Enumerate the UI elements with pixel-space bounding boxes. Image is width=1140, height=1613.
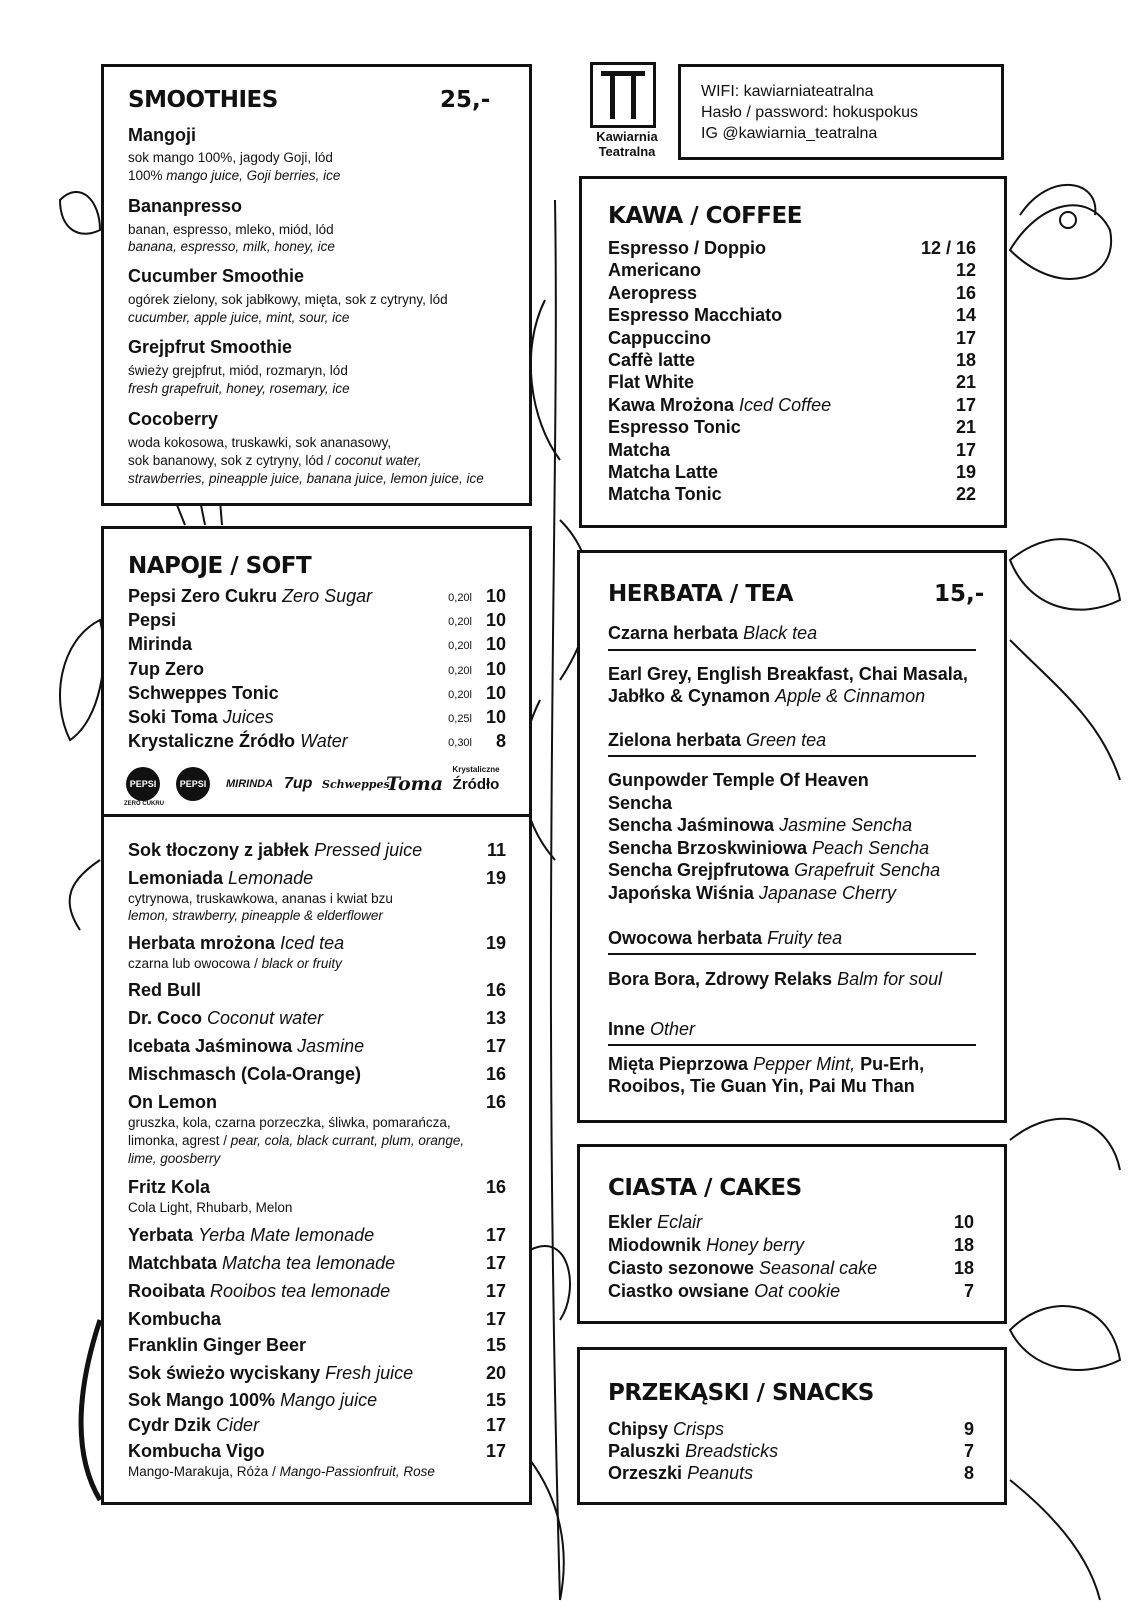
item-price: 16 xyxy=(485,1177,506,1197)
zrodlo-logo-line1: Krystaliczne xyxy=(452,765,500,774)
item-desc-en: cucumber, apple juice, mint, sour, ice xyxy=(128,310,350,325)
mirinda-logo: MIRINDA xyxy=(226,778,274,790)
item-price: 7 xyxy=(963,1441,974,1461)
item-name-row xyxy=(608,371,694,393)
item-name: Matcha Latte xyxy=(608,462,719,482)
item-name-en: Seasonal cake xyxy=(759,1258,878,1278)
item-name-row xyxy=(128,1224,374,1246)
item-name: Pepsi xyxy=(128,610,177,631)
item-desc-pl: sok mango 100%, jagody Goji, lód xyxy=(128,150,333,165)
section-title: HERBATA / TEA xyxy=(608,581,794,607)
item-volume: 0,25l xyxy=(448,713,472,725)
item-name-row xyxy=(608,814,912,836)
item-price: 16 xyxy=(485,1092,506,1112)
item-name-en: Rooibos tea lemonade xyxy=(210,1281,391,1301)
item-price: 13 xyxy=(485,1008,506,1028)
item-name: Chipsy xyxy=(608,1419,669,1439)
item-price: 14 xyxy=(955,305,976,326)
item-desc-mixed: sok bananowy, sok z cytryny, lód / coconut water, xyxy=(128,453,422,468)
item-desc-pl: świeży grejpfrut, miód, rozmaryn, lód xyxy=(128,363,348,378)
item-name-row xyxy=(608,1462,753,1484)
divider xyxy=(608,755,976,757)
item-price: 7 xyxy=(963,1281,974,1301)
item-name: Cocoberry xyxy=(128,409,219,429)
drinks-section xyxy=(101,814,532,1505)
item-name-row xyxy=(128,658,204,680)
item-price: 21 xyxy=(955,372,976,393)
item-name: Matcha xyxy=(608,439,671,460)
item-name: Kombucha Vigo xyxy=(128,1441,265,1461)
item-price: 17 xyxy=(955,394,976,415)
item-desc-pl: Mango-Marakuja, Róża / xyxy=(128,1464,280,1479)
item-price: 18 xyxy=(953,1258,974,1278)
item-price: 19 xyxy=(955,462,976,482)
tea-line: Earl Grey, English Breakfast, Chai Masala, xyxy=(608,664,968,684)
item-name: Herbata mrożona xyxy=(128,933,276,953)
item-name: Kawa Mrożona xyxy=(608,394,735,415)
item-name: Grejpfrut Smoothie xyxy=(128,337,293,357)
item-desc-pl: woda kokosowa, truskawki, sok ananasowy, xyxy=(128,435,392,450)
item-name-row xyxy=(128,633,192,655)
item-desc-en: lime, goosberry xyxy=(128,1151,221,1166)
item-name: Sok tłoczony z jabłek xyxy=(128,840,310,860)
tea-group-heading: Inne Other xyxy=(608,1019,696,1039)
divider xyxy=(608,953,976,955)
item-price: 9 xyxy=(963,1419,974,1439)
item-name: Aeropress xyxy=(608,282,698,303)
item-name-row xyxy=(128,1035,364,1057)
item-name-row xyxy=(608,416,741,438)
item-name: Sok Mango 100% xyxy=(128,1390,276,1410)
item-price: 18 xyxy=(955,350,976,370)
item-name-en: Coconut water xyxy=(207,1008,324,1028)
item-name-en: Iced tea xyxy=(280,933,345,953)
item-name-row xyxy=(608,769,869,791)
item-price: 17 xyxy=(955,439,976,460)
item-name-row xyxy=(128,730,348,752)
item-name-row xyxy=(608,237,766,259)
item-price: 17 xyxy=(485,1225,506,1245)
item-price: 16 xyxy=(485,980,506,1000)
section-title: PRZEKĄSKI / SNACKS xyxy=(608,1380,874,1406)
item-price: 19 xyxy=(485,868,506,888)
item-name-en: Water xyxy=(300,731,348,752)
item-name-row xyxy=(608,394,831,416)
instagram-handle: IG @kawiarnia_teatralna xyxy=(701,125,878,142)
item-price: 21 xyxy=(955,417,976,438)
item-name-row xyxy=(608,349,695,371)
item-desc: Cola Light, Rhubarb, Melon xyxy=(128,1200,293,1215)
item-name-row xyxy=(128,1389,377,1411)
item-name: Kombucha xyxy=(128,1309,222,1329)
item-name: Ciastko owsiane xyxy=(608,1281,750,1301)
item-price: 17 xyxy=(485,1441,506,1461)
item-name-row xyxy=(128,1334,306,1356)
item-price: 16 xyxy=(485,1064,506,1084)
item-name-row xyxy=(128,1308,221,1330)
item-name-row xyxy=(608,282,697,304)
item-desc-pl: cytrynowa, truskawkowa, ananas i kwiat bzu xyxy=(128,891,393,906)
item-name-row xyxy=(608,882,896,904)
item-price: 10 xyxy=(485,658,506,679)
item-name-en: Zero Sugar xyxy=(282,586,373,606)
item-name: Ekler xyxy=(608,1212,653,1232)
item-name: Red Bull xyxy=(128,980,202,1000)
item-name-en: Japanase Cherry xyxy=(758,883,896,903)
item-desc-en: 100% mango juice, Goji berries, ice xyxy=(128,168,341,183)
section-title: KAWA / COFFEE xyxy=(608,203,802,229)
item-price: 17 xyxy=(485,1415,506,1435)
item-price: 17 xyxy=(485,1036,506,1056)
zrodlo-logo-line2: Źródło xyxy=(452,776,500,793)
item-name-row xyxy=(608,259,701,281)
item-name-row xyxy=(128,839,422,861)
item-name-row xyxy=(608,483,722,505)
logo-line-2: Teatralna xyxy=(598,144,656,159)
section-title: NAPOJE / SOFT xyxy=(128,553,312,579)
item-name-en: Jasmine Sencha xyxy=(779,815,913,836)
item-name-en: Peach Sencha xyxy=(812,837,930,858)
item-name-row xyxy=(128,979,201,1001)
item-name-en: Mango juice xyxy=(280,1390,378,1410)
item-name-en: Breadsticks xyxy=(685,1441,779,1461)
item-name-en: Lemonade xyxy=(228,868,314,888)
item-name-row xyxy=(128,867,313,889)
smoothies-section xyxy=(101,64,532,506)
item-name: Mirinda xyxy=(128,634,193,655)
item-name-row xyxy=(128,1280,390,1302)
item-name-row xyxy=(128,1440,265,1462)
item-name: Ciasto sezonowe xyxy=(608,1258,755,1278)
item-price: 17 xyxy=(485,1253,506,1273)
item-name-row xyxy=(608,461,718,483)
item-name-en: Pressed juice xyxy=(314,840,423,860)
item-name: Icebata Jaśminowa xyxy=(128,1036,293,1056)
item-volume: 0,20l xyxy=(448,688,472,701)
item-name-en: Yerba Mate lemonade xyxy=(198,1225,375,1245)
item-name: On Lemon xyxy=(128,1092,217,1112)
pepsi-zero-logo: PEPSI xyxy=(126,767,160,801)
item-desc-pl: gruszka, kola, czarna porzeczka, śliwka, pomarańcza, xyxy=(128,1115,451,1130)
snacks-section xyxy=(577,1347,1007,1505)
item-name-row xyxy=(608,304,782,326)
pepsi-logo: PEPSI xyxy=(176,767,210,801)
item-name: Schweppes Tonic xyxy=(128,682,279,703)
item-volume: 0,30l xyxy=(448,737,472,750)
item-name: Caffè latte xyxy=(608,350,696,370)
item-desc-en: Mango-Passionfruit, Rose xyxy=(279,1464,435,1479)
item-price: 10 xyxy=(953,1212,974,1232)
item-volume: 0,20l xyxy=(448,616,472,629)
item-desc-pl: czarna lub owocowa / xyxy=(128,956,262,971)
item-name: Fritz Kola xyxy=(128,1177,211,1197)
item-price: 12 xyxy=(955,260,976,281)
item-name: Orzeszki xyxy=(608,1463,683,1483)
item-name: Paluszki xyxy=(608,1441,681,1461)
item-price: 15 xyxy=(485,1335,506,1355)
logo-mark xyxy=(590,62,656,128)
item-name-en: Crisps xyxy=(673,1419,725,1439)
item-name-row xyxy=(128,1091,217,1113)
toma-logo: Toma xyxy=(386,773,444,795)
item-volume: 0,20l xyxy=(448,592,472,604)
item-price: 18 xyxy=(953,1235,974,1255)
wifi-name: WIFI: kawiarniateatralna xyxy=(701,83,874,100)
wifi-info-box xyxy=(678,64,1004,160)
tea-group-heading: Zielona herbata Green tea xyxy=(608,730,827,750)
item-name-en: Grapefruit Sencha xyxy=(794,860,941,881)
section-title: SMOOTHIES xyxy=(128,87,278,113)
item-volume: 0,20l xyxy=(448,640,472,653)
item-name-row xyxy=(608,1257,877,1279)
item-name-row xyxy=(608,792,672,814)
item-name: Miodownik xyxy=(608,1235,701,1255)
item-name: Sencha Grejpfrutowa xyxy=(608,860,790,881)
item-name: Espresso Tonic xyxy=(608,417,741,438)
item-price: 8 xyxy=(963,1463,974,1483)
item-name-row xyxy=(608,859,940,881)
item-name-row xyxy=(608,439,670,461)
item-price: 20 xyxy=(485,1363,506,1383)
item-name: Japońska Wiśnia xyxy=(608,883,754,903)
item-name: Sencha Brzoskwiniowa xyxy=(608,837,808,858)
item-name-row xyxy=(608,1234,804,1256)
item-desc-en: lemon, strawberry, pineapple & elderflower xyxy=(128,908,383,923)
divider xyxy=(608,649,976,651)
item-name-row xyxy=(608,837,929,859)
brand-logos xyxy=(124,767,514,807)
item-price: 10 xyxy=(485,682,506,703)
item-volume: 0,20l xyxy=(448,664,472,677)
item-name: Matchbata xyxy=(128,1253,218,1273)
item-name-row xyxy=(608,327,711,349)
brand-logo xyxy=(582,62,670,162)
item-name: Bananpresso xyxy=(128,196,243,216)
item-name-en: Matcha tea lemonade xyxy=(222,1253,396,1273)
item-desc-en: pear, cola, black currant, plum, orange, xyxy=(230,1133,465,1148)
item-price: 22 xyxy=(955,484,976,505)
item-price: 17 xyxy=(485,1281,506,1301)
item-desc-pl: limonka, agrest / xyxy=(128,1133,231,1148)
soft-drinks-section xyxy=(101,526,532,817)
item-name-en: Honey berry xyxy=(706,1235,805,1255)
item-name: Americano xyxy=(608,260,702,281)
item-name: Lemoniada xyxy=(128,868,224,888)
item-name-en: Juices xyxy=(222,707,274,727)
item-name: Sencha xyxy=(608,792,673,813)
item-name-row xyxy=(128,682,279,704)
item-desc-pl: banan, espresso, mleko, miód, lód xyxy=(128,222,334,237)
item-name-row xyxy=(128,585,372,607)
item-name-row xyxy=(128,609,176,631)
item-name-row xyxy=(128,706,274,728)
item-name: Mangoji xyxy=(128,125,196,145)
item-desc-en: banana, espresso, milk, honey, ice xyxy=(128,239,335,254)
cakes-section xyxy=(577,1144,1007,1324)
item-name: Matcha Tonic xyxy=(608,484,722,505)
item-name: Pepsi Zero Cukru xyxy=(128,586,278,606)
item-price: 17 xyxy=(955,327,976,348)
tea-section xyxy=(577,550,1007,1123)
item-name: Gunpowder Temple Of Heaven xyxy=(608,770,869,790)
item-name-en: Iced Coffee xyxy=(739,394,832,415)
item-desc-en: strawberries, pineapple juice, banana juice, lemon juice, ice xyxy=(128,471,484,486)
item-price: 19 xyxy=(485,933,506,953)
item-desc xyxy=(128,1132,464,1149)
tea-line: Rooibos, Tie Guan Yin, Pai Mu Than xyxy=(608,1076,915,1096)
item-price: 15 xyxy=(485,1390,506,1410)
item-price: 10 xyxy=(485,634,506,655)
item-name-en: Peanuts xyxy=(687,1463,754,1483)
item-name-en: Fresh juice xyxy=(325,1363,414,1383)
item-desc-pl: ogórek zielony, sok jabłkowy, mięta, sok z cytryny, lód xyxy=(128,292,448,307)
7up-logo: 7up xyxy=(284,775,313,792)
item-price: 16 xyxy=(955,282,976,303)
item-name: Yerbata xyxy=(128,1225,194,1245)
schweppes-logo: Schweppes xyxy=(322,777,390,791)
item-desc xyxy=(128,955,342,972)
item-price: 10 xyxy=(485,586,506,606)
divider xyxy=(608,1044,976,1046)
tea-group-heading: Czarna herbata Black tea xyxy=(608,623,818,643)
item-name: Cappuccino xyxy=(608,327,712,348)
item-name: Espresso Macchiato xyxy=(608,305,783,326)
item-name: Flat White xyxy=(608,372,694,393)
item-name-row xyxy=(128,932,344,954)
item-name-en: Oat cookie xyxy=(754,1281,841,1301)
item-name: 7up Zero xyxy=(128,658,205,679)
tea-group-heading: Owocowa herbata Fruity tea xyxy=(608,928,843,948)
item-desc-en: black or fruity xyxy=(261,956,342,971)
item-name: Krystaliczne Źródło xyxy=(128,731,296,752)
item-name-row xyxy=(608,1280,840,1302)
item-name-row xyxy=(128,1063,361,1085)
item-price: 17 xyxy=(485,1309,506,1329)
item-price: 12 / 16 xyxy=(920,238,976,258)
section-price: 25,- xyxy=(440,87,491,113)
item-name: Sok świeżo wyciskany xyxy=(128,1363,321,1383)
item-price: 10 xyxy=(485,610,506,631)
item-name: Franklin Ginger Beer xyxy=(128,1335,307,1355)
item-name: Espresso / Doppio xyxy=(608,238,767,258)
item-name-row xyxy=(608,1418,724,1440)
item-name: Cydr Dzik xyxy=(128,1415,212,1435)
item-name-en: Eclair xyxy=(657,1212,703,1232)
item-name-row xyxy=(128,1252,395,1274)
tea-line: Jabłko & Cynamon Apple & Cinnamon xyxy=(608,686,926,706)
section-title: CIASTA / CAKES xyxy=(608,1175,802,1201)
item-name-row xyxy=(128,1414,259,1436)
wifi-password: Hasło / password: hokuspokus xyxy=(701,104,918,121)
item-name-en: Cider xyxy=(216,1415,260,1435)
item-name: Sencha Jaśminowa xyxy=(608,815,775,836)
logo-line-1: Kawiarnia xyxy=(596,129,658,144)
item-name-row xyxy=(128,1362,413,1384)
coffee-section xyxy=(579,176,1007,528)
item-price: 11 xyxy=(486,840,506,860)
item-name: Cucumber Smoothie xyxy=(128,266,305,286)
item-name-row xyxy=(608,1211,702,1233)
item-price: 10 xyxy=(485,707,506,727)
pepsi-zero-caption: ZERO CUKRU xyxy=(124,801,164,807)
tea-line: Bora Bora, Zdrowy Relaks Balm for soul xyxy=(608,969,943,989)
item-name-row xyxy=(128,1176,210,1198)
item-desc-en: fresh grapefruit, honey, rosemary, ice xyxy=(128,381,350,396)
tea-line: Mięta Pieprzowa Pepper Mint, Pu-Erh, xyxy=(608,1054,925,1074)
item-price: 8 xyxy=(495,731,506,752)
item-name-row xyxy=(128,1007,323,1029)
item-name-row xyxy=(608,1440,778,1462)
item-name: Soki Toma xyxy=(128,707,218,727)
item-name: Mischmasch (Cola-Orange) xyxy=(128,1064,362,1084)
item-name: Dr. Coco xyxy=(128,1008,203,1028)
item-desc xyxy=(128,1463,435,1480)
section-price: 15,- xyxy=(934,581,985,607)
item-name: Rooibata xyxy=(128,1281,206,1301)
item-name-en: Jasmine xyxy=(297,1036,365,1056)
